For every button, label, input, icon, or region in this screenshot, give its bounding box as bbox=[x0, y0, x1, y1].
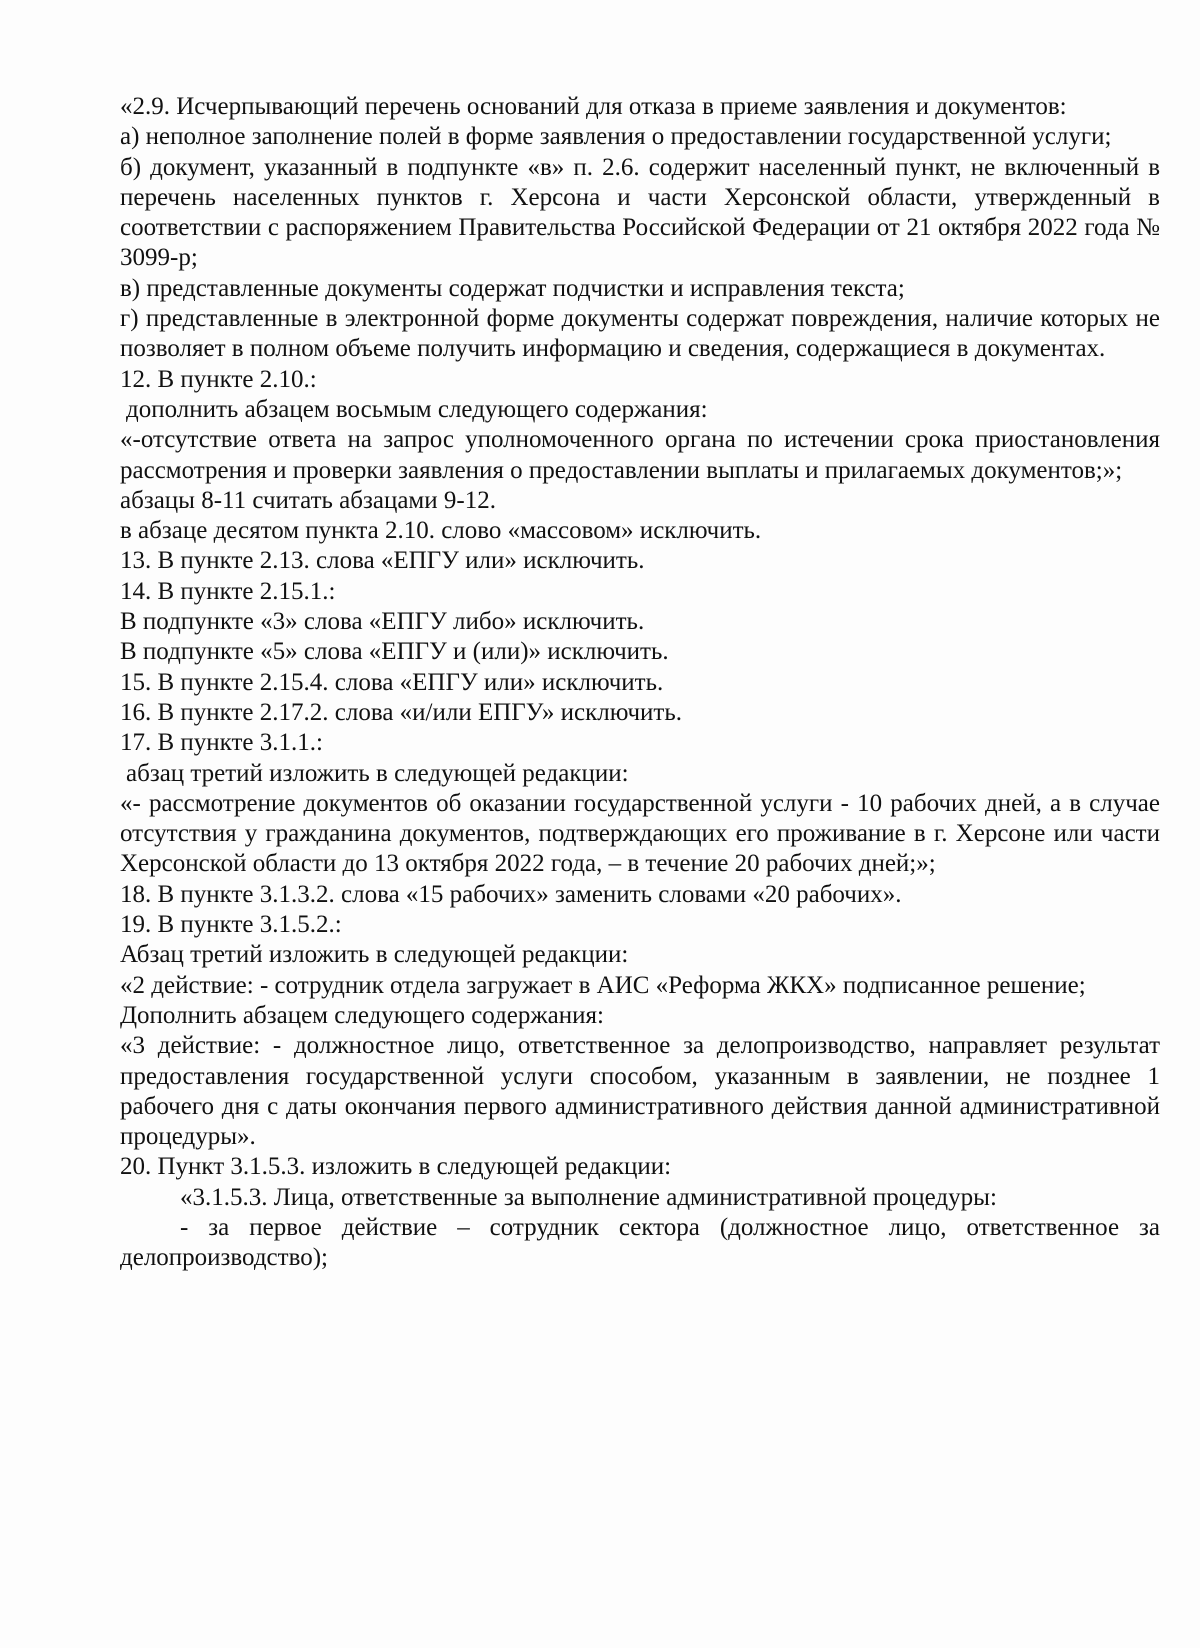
paragraph-item-v: в) представленные документы содержат подчистки и исправления текста; bbox=[120, 274, 905, 302]
paragraph-item-b: б) документ, указанный в подпункте «в» п. 2.6. содержит населенный пункт, не включенный в перечень населенных пунктов г. Херсона и части Херсонской области, утвержденный в соответствии с распоряжением Правительства Российской Федерации от 21 октября 2022 года № 3099-р; bbox=[120, 153, 1160, 272]
paragraph-point-12-quote: «-отсутствие ответа на запрос уполномоченного органа по истечении срока приостановления рассмотрения и проверки заявления о предоставлении выплаты и прилагаемых документов;»; bbox=[120, 426, 1160, 484]
paragraph-point-19-action2: «2 действие: - сотрудник отдела загружает в АИС «Реформа ЖКХ» подписанное решение; bbox=[120, 971, 1086, 999]
paragraph-point-16: 16. В пункте 2.17.2. слова «и/или ЕПГУ» исключить. bbox=[120, 698, 682, 726]
paragraph-point-17-quote: «- рассмотрение документов об оказании государственной услуги - 10 рабочих дней, а в случае отсутствия у гражданина документов, подтверждающих его проживание в г. Херсоне или части Херсонской области до 13 октября 2022 года, – в течение 20 рабочих дней;»; bbox=[120, 789, 1160, 878]
paragraph-item-g: г) представленные в электронной форме документы содержат повреждения, наличие которых не позволяет в полном объеме получить информацию и сведения, содержащиеся в документах. bbox=[120, 305, 1160, 363]
paragraph-point-12: 12. В пункте 2.10.: bbox=[120, 365, 317, 393]
paragraph-item-a: а) неполное заполнение полей в форме заявления о предоставлении государственной услуги; bbox=[120, 123, 1112, 151]
paragraph-renumber: абзацы 8-11 считать абзацами 9-12. bbox=[120, 486, 496, 514]
paragraph-point-17-intro: абзац третий изложить в следующей редакции: bbox=[126, 759, 629, 787]
paragraph-3-1-5-3: «3.1.5.3. Лица, ответственные за выполнение административной процедуры: bbox=[180, 1183, 997, 1211]
paragraph-tenth: в абзаце десятом пункта 2.10. слово «массовом» исключить. bbox=[120, 517, 762, 545]
paragraph-point-12-add: дополнить абзацем восьмым следующего содержания: bbox=[126, 395, 708, 423]
document-body bbox=[120, 92, 1160, 1274]
paragraph-point-14-sub5: В подпункте «5» слова «ЕПГУ и (или)» исключить. bbox=[120, 638, 669, 666]
paragraph-point-15: 15. В пункте 2.15.4. слова «ЕПГУ или» исключить. bbox=[120, 668, 664, 696]
paragraph-point-19-intro: Абзац третий изложить в следующей редакции: bbox=[120, 941, 629, 969]
paragraph-point-19-add: Дополнить абзацем следующего содержания: bbox=[120, 1001, 604, 1029]
paragraph-point-14-sub3: В подпункте «3» слова «ЕПГУ либо» исключить. bbox=[120, 608, 645, 636]
paragraph-point-20: 20. Пункт 3.1.5.3. изложить в следующей редакции: bbox=[120, 1153, 672, 1181]
paragraph-point-19-action3: «3 действие: - должностное лицо, ответственное за делопроизводство, направляет результат предоставления государственной услуги способом, указанным в заявлении, не позднее 1 рабочего дня с даты окончания первого административного действия данной административной процедуры». bbox=[120, 1032, 1160, 1151]
paragraph-2-9-heading: «2.9. Исчерпывающий перечень оснований для отказа в приеме заявления и документов: bbox=[120, 93, 1067, 120]
paragraph-point-13: 13. В пункте 2.13. слова «ЕПГУ или» исключить. bbox=[120, 547, 645, 575]
paragraph-point-18: 18. В пункте 3.1.3.2. слова «15 рабочих» заменить словами «20 рабочих». bbox=[120, 880, 902, 908]
paragraph-point-19: 19. В пункте 3.1.5.2.: bbox=[120, 911, 342, 939]
paragraph-first-action: - за первое действие – сотрудник сектора (должностное лицо, ответственное за делопроизводство); bbox=[120, 1213, 1160, 1272]
paragraph-point-17: 17. В пункте 3.1.1.: bbox=[120, 729, 323, 757]
paragraph-point-14: 14. В пункте 2.15.1.: bbox=[120, 577, 336, 605]
